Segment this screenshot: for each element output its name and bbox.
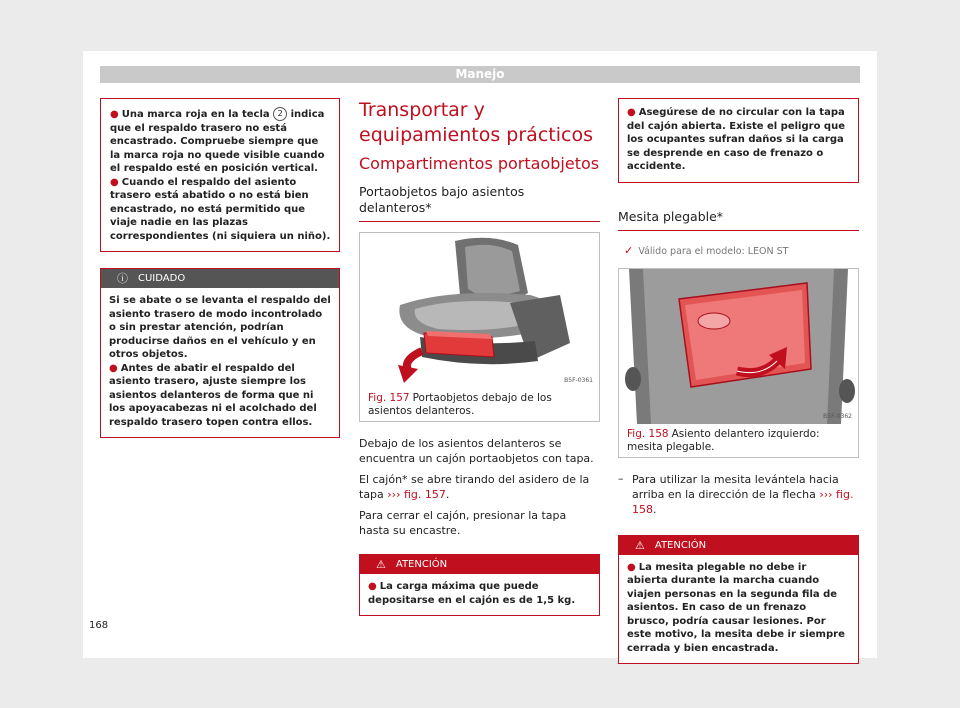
page-number: 168 (89, 620, 109, 631)
section-heading-block (359, 184, 600, 216)
figure-code: B5F-0361 (564, 377, 593, 384)
step-dash: – (618, 471, 624, 485)
validity-note: ✓ Válido para el modelo: LEON ST (624, 243, 789, 257)
warning-box (359, 554, 600, 616)
reference-arrow-icon: ››› (387, 488, 401, 501)
section-title: Portaobjetos bajo asientos delanteros* (359, 184, 525, 215)
warning-box (618, 535, 859, 665)
info-bullets-box (100, 98, 340, 252)
bullet-item: ● Cuando el respaldo del asiento trasero está abatido o no está bien encastrado, no está permitido que viaje nadie en las plazas correspondientes (ni siquiera un niño). (110, 176, 331, 242)
bullet-icon: ● (627, 561, 636, 573)
section-title: Mesita plegable* (618, 208, 724, 224)
left-column (100, 98, 340, 438)
info-circle-icon: ⓘ (117, 272, 128, 285)
figure-157 (359, 232, 600, 422)
folding-table-image (619, 269, 858, 424)
section-rule (618, 230, 859, 231)
warning-header: ⚠ ATENCIÓN (619, 536, 858, 555)
bullet-item: ● Una marca roja en la tecla 2 indica que el respaldo trasero no está encastrado. Compruebe siempre que la marca roja no quede visible cuando el respaldo esté en posición vertical. (110, 109, 325, 174)
warning-body: ● La mesita plegable no debe ir abierta durante la marcha cuando viajen personas en la segunda fila de asientos. En caso de un frenazo brusco, podría causar lesiones. Por este motivo, la mesita debe ir siempre cerrada y bien encastrada. (627, 561, 845, 654)
warning-body: ● Asegúrese de no circular con la tapa del cajón abierta. Existe el peligro que los ocupantes sufran daños si la carga se desprende en caso de frenazo o accidente. (627, 107, 845, 172)
warning-triangle-icon: ⚠ (635, 538, 645, 552)
caution-box (100, 268, 340, 438)
paragraph: Debajo de los asientos delanteros se encuentra un cajón portaobjetos con tapa. (359, 437, 594, 465)
subsection-title: Compartimentos portaobjetos (359, 154, 600, 173)
caution-header: ⓘ CUIDADO (101, 269, 339, 288)
warning-body: ● La carga máxima que puede depositarse en el cajón es de 1,5 kg. (368, 581, 576, 606)
middle-column (359, 98, 600, 616)
key-number-badge: 2 (273, 107, 287, 121)
bullet-item: ● Antes de abatir el respaldo del asiento trasero, ajuste siempre los asientos delanteros de forma que ni los apoyacabezas ni el acolchado del respaldo trasero topen contra ellos. (109, 362, 317, 428)
chapter-header: Manejo (100, 66, 860, 83)
warning-continued-box (618, 98, 859, 183)
bullet-icon: ● (110, 109, 119, 120)
instruction-step: – Para utilizar la mesita levántela hacia arriba en la dirección de la flecha ››› fig. 158. (618, 471, 854, 516)
checkmark-icon: ✓ (624, 243, 634, 257)
bullet-icon: ● (109, 362, 118, 374)
figure-caption: Fig. 158 Asiento delantero izquierdo: mesita plegable. (627, 427, 820, 453)
body-text (359, 436, 600, 538)
seat-drawer-image (360, 233, 599, 388)
page-title: Transportar y equipamientos prácticos (359, 99, 593, 146)
reference-arrow-icon: ››› (819, 487, 833, 501)
section-heading-block (618, 209, 859, 225)
figure-caption: Fig. 157 Portaobjetos debajo de los asientos delanteros. (368, 392, 552, 417)
paragraph: El cajón* se abre tirando del asidero de la tapa ››› fig. 157. (359, 473, 590, 501)
figure-code: B5F-0362 (823, 412, 852, 420)
figure-link[interactable]: fig. 157 (400, 488, 446, 501)
warning-triangle-icon: ⚠ (376, 558, 386, 571)
paragraph: Para cerrar el cajón, presionar la tapa hasta su encastre. (359, 509, 567, 537)
figure-link[interactable]: fig. 158 (632, 487, 854, 516)
figure-158 (618, 268, 859, 458)
warning-header: ⚠ ATENCIÓN (360, 555, 599, 574)
right-column (618, 98, 859, 664)
section-rule (359, 221, 600, 222)
caution-body: Si se abate o se levanta el respaldo del asiento trasero de modo incontrolado o sin prestar atención, podrían producirse daños en el vehículo y en otros objetos. ● Antes de abatir el respaldo del asiento trasero, ajuste siempre los asientos delanteros de forma que ni los apoyacabezas ni el acolchado del respaldo trasero topen contra ellos. (109, 295, 331, 428)
bullet-icon: ● (627, 107, 636, 118)
bullet-icon: ● (110, 176, 119, 188)
bullet-icon: ● (368, 581, 377, 592)
